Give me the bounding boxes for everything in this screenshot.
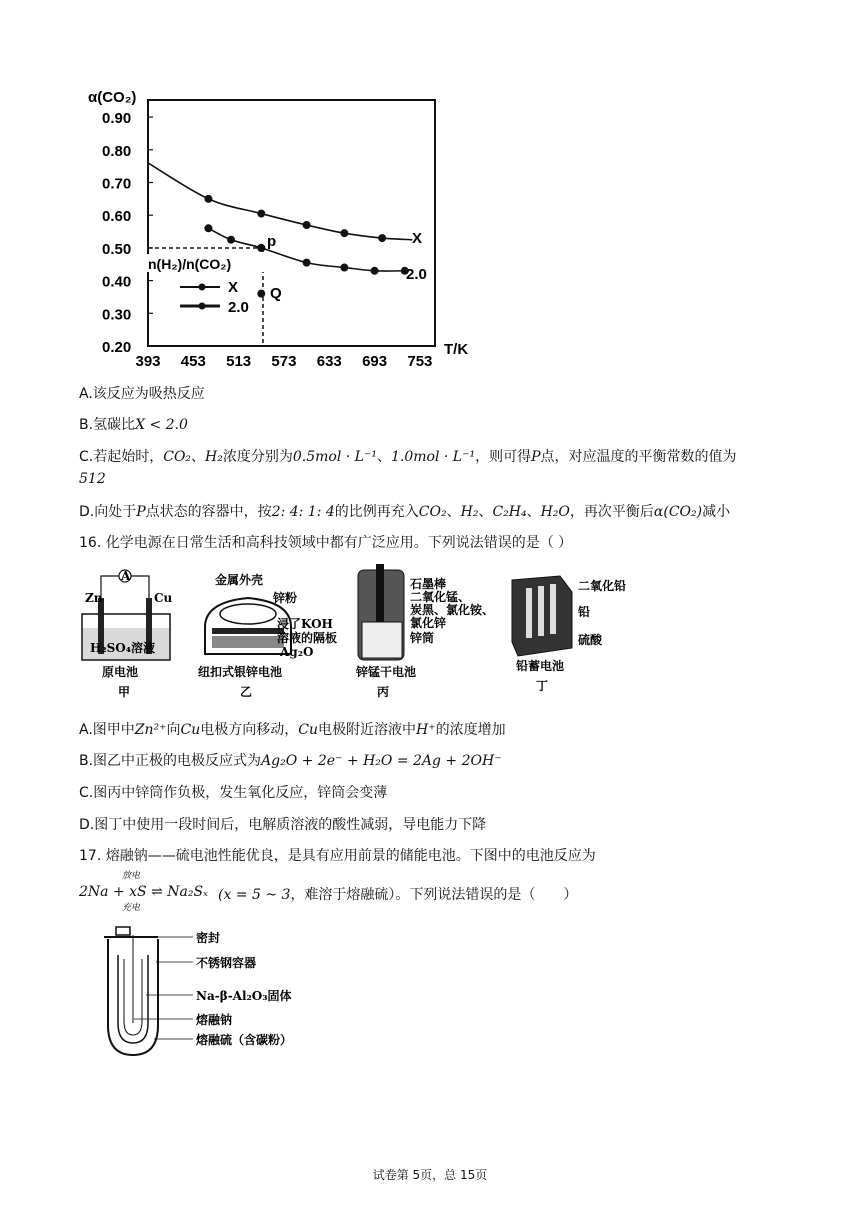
q16-a-text: 向 — [166, 722, 181, 738]
point-q-label: Q — [270, 285, 282, 302]
page-footer: 试卷第 5页，总 15页 — [372, 1168, 488, 1182]
x-tick-label: 393 — [135, 353, 161, 370]
svg-text:丙: 丙 — [377, 685, 390, 699]
q15-d-math: C₂H₄ — [492, 504, 527, 520]
x-tick-label: 633 — [316, 353, 342, 370]
series-x-point — [257, 210, 265, 218]
point-p-label: p — [267, 233, 277, 250]
svg-text:Cu: Cu — [154, 591, 173, 605]
q16-a-text: 的浓度增加 — [435, 722, 506, 738]
series-x-point — [378, 234, 386, 242]
y-axis-label: α(CO₂) — [88, 89, 137, 106]
svg-text:二氧化锰、: 二氧化锰、 — [410, 590, 471, 604]
q16-a-math: Zn²⁺ — [134, 722, 167, 738]
q16-a-math: H⁺ — [416, 722, 436, 738]
q17-stem: 17. 熔融钠——硫电池性能优良，是具有应用前景的储能电池。下图中的电池反应为 — [79, 848, 596, 864]
q15-d-text: 、 — [446, 504, 461, 520]
q15-b-text: B.氢碳比 — [79, 417, 136, 433]
q17-range: (x = 5 ~ 3 — [218, 887, 291, 903]
y-tick-label: 0.90 — [102, 110, 132, 128]
q17-eq-tail — [218, 884, 577, 904]
q15-c-text: 浓度分别为 — [222, 449, 293, 465]
series-x-curve — [148, 163, 412, 240]
svg-text:原电池: 原电池 — [102, 665, 139, 679]
q16-a-text: 电极附近溶液中 — [318, 722, 416, 738]
q16-a-text: 电极方向移动， — [200, 722, 299, 738]
svg-text:锌筒: 锌筒 — [410, 631, 435, 645]
y-tick-label: 0.20 — [102, 339, 132, 356]
series-2-end-label: 2.0 — [406, 266, 427, 283]
series-2-point — [340, 264, 348, 272]
point-q — [257, 290, 265, 298]
q15-d-math: H₂ — [460, 504, 479, 520]
svg-text:氯化锌: 氯化锌 — [410, 616, 447, 630]
svg-text:不锈钢容器: 不锈钢容器 — [196, 956, 257, 970]
q16-b-math: Ag₂O + 2e⁻ + H₂O = 2Ag + 2OH⁻ — [261, 753, 502, 769]
q15-d-math: H₂O — [540, 504, 570, 520]
svg-text:熔融钠: 熔融钠 — [196, 1013, 233, 1027]
q16-option-d: D.图丁中使用一段时间后，电解质溶液的酸性减弱，导电能力下降 — [79, 817, 487, 833]
q15-c-text: ，则可得 — [475, 449, 532, 465]
x-tick-label: 573 — [271, 353, 297, 370]
y-tick-label: 0.70 — [102, 175, 132, 193]
figure-button-cell — [198, 572, 337, 699]
y-tick-label: 0.40 — [102, 273, 132, 291]
q16-a-math: Cu — [180, 722, 201, 738]
q15-c-text: 、 — [191, 449, 206, 465]
q15-d-text: 、 — [526, 504, 541, 520]
svg-text:Na-β-Al₂O₃固体: Na-β-Al₂O₃固体 — [196, 989, 292, 1003]
series-x-point — [303, 221, 311, 229]
legend-marker-2 — [199, 303, 206, 310]
svg-text:熔融硫（含碳粉）: 熔融硫（含碳粉） — [196, 1033, 293, 1047]
q15-d-text: 、 — [478, 504, 493, 520]
q15-c-math: CO₂ — [163, 449, 192, 465]
conversion-chart — [80, 82, 480, 372]
svg-text:金属外壳: 金属外壳 — [215, 573, 264, 587]
svg-text:硫酸: 硫酸 — [578, 633, 603, 647]
q17-tail-text: ，难溶于熔融硫）。下列说法错误的是（ ） — [290, 887, 578, 903]
series-2-point — [303, 259, 311, 267]
svg-text:丁: 丁 — [536, 679, 549, 693]
svg-text:乙: 乙 — [240, 685, 253, 699]
figure-galvanic-cell — [82, 569, 173, 699]
q15-c-text: 点，对应温度的平衡常数的值为 — [540, 449, 737, 465]
q17-charge-label: 充电 — [122, 903, 141, 913]
x-tick-label: 453 — [180, 353, 206, 370]
series-x-point — [340, 229, 348, 237]
q16-b-text: B.图乙中正极的电极反应式为 — [79, 753, 262, 769]
series-x-point — [204, 195, 212, 203]
q15-option-c-cont: 512 — [79, 471, 106, 487]
legend-marker-x — [199, 284, 206, 291]
point-p — [257, 244, 265, 252]
x-axis-label: T/K — [444, 341, 469, 358]
q15-option-b — [79, 415, 188, 435]
q16-option-a — [79, 720, 506, 740]
svg-text:石墨棒: 石墨棒 — [410, 577, 447, 591]
q15-c-math: 1.0mol · L⁻¹ — [390, 449, 476, 465]
series-2-point — [371, 267, 379, 275]
series-2-point — [204, 224, 212, 232]
svg-text:纽扣式银锌电池: 纽扣式银锌电池 — [198, 665, 283, 679]
q15-c-math: 0.5mol · L⁻¹ — [292, 449, 377, 465]
svg-text:铅: 铅 — [578, 605, 591, 619]
x-tick-label: 513 — [226, 353, 252, 370]
q15-b-math: X < 2.0 — [135, 417, 188, 433]
series-x-end-label: X — [412, 230, 423, 247]
x-tick-label: 693 — [362, 353, 388, 370]
y-tick-label: 0.30 — [102, 306, 132, 324]
svg-text:二氧化铅: 二氧化铅 — [578, 579, 627, 593]
q16-stem: 16. 化学电源在日常生活和高科技领域中都有广泛应用。下列说法错误的是（ ） — [79, 535, 573, 551]
q16-a-math: Cu — [298, 722, 318, 738]
legend-label-x: X — [228, 279, 239, 296]
q16-a-text: A.图甲中 — [79, 722, 135, 738]
figure-lead-acid — [512, 576, 626, 693]
q15-c-math: H₂ — [205, 449, 223, 465]
q15-d-math: P — [136, 504, 146, 520]
nas-battery-figure — [98, 925, 358, 1060]
x-tick-label: 753 — [407, 353, 433, 370]
battery-figures — [80, 562, 680, 700]
q16-option-c: C.图丙中锌筒作负极，发生氧化反应，锌筒会变薄 — [79, 785, 388, 801]
svg-text:Zn: Zn — [85, 591, 103, 605]
q16-option-b — [79, 751, 502, 771]
q15-d-math: α(CO₂) — [653, 504, 703, 520]
q15-d-text: 点状态的容器中，按 — [145, 504, 272, 520]
q15-c-text: C.若起始时， — [79, 449, 164, 465]
svg-text:密封: 密封 — [196, 931, 221, 945]
svg-text:Ag₂O: Ag₂O — [280, 645, 314, 659]
legend-title: n(H₂)/n(CO₂) — [148, 256, 232, 272]
q15-c-text: 、 — [376, 449, 391, 465]
q15-option-d — [79, 502, 730, 522]
q15-d-math: CO₂ — [418, 504, 447, 520]
q15-option-c — [79, 447, 737, 467]
series-2-point — [227, 236, 235, 244]
q17-discharge-label: 放电 — [122, 871, 141, 881]
figure-dry-cell — [355, 564, 494, 699]
svg-text:甲: 甲 — [118, 685, 131, 699]
q15-option-a: A.该反应为吸热反应 — [79, 386, 205, 402]
svg-text:锌粉: 锌粉 — [273, 591, 298, 605]
q15-d-math: 2: 4: 1: 4 — [271, 504, 335, 520]
svg-text:铅蓄电池: 铅蓄电池 — [516, 659, 565, 673]
svg-text:浸了KOH: 浸了KOH — [277, 617, 333, 631]
q15-c-math: P — [531, 449, 541, 465]
plot-frame — [148, 100, 435, 346]
q15-d-text: D.向处于 — [79, 504, 137, 520]
svg-text:锌锰干电池: 锌锰干电池 — [356, 665, 417, 679]
q15-d-text: ，再次平衡后 — [569, 504, 654, 520]
y-tick-label: 0.60 — [102, 208, 132, 226]
legend-label-2: 2.0 — [228, 299, 249, 316]
y-tick-label: 0.50 — [102, 240, 132, 258]
svg-text:A: A — [121, 569, 131, 583]
svg-text:H₂SO₄溶液: H₂SO₄溶液 — [90, 641, 155, 655]
svg-text:溶液的隔板: 溶液的隔板 — [277, 631, 338, 645]
y-tick-label: 0.80 — [102, 142, 132, 160]
q15-d-text: 的比例再充入 — [334, 504, 419, 520]
svg-text:炭黑、氯化铵、: 炭黑、氯化铵、 — [410, 603, 495, 617]
q17-equation: 2Na + xS ⇌ Na₂Sₓ — [79, 884, 209, 900]
q15-d-text: 减小 — [702, 504, 731, 520]
